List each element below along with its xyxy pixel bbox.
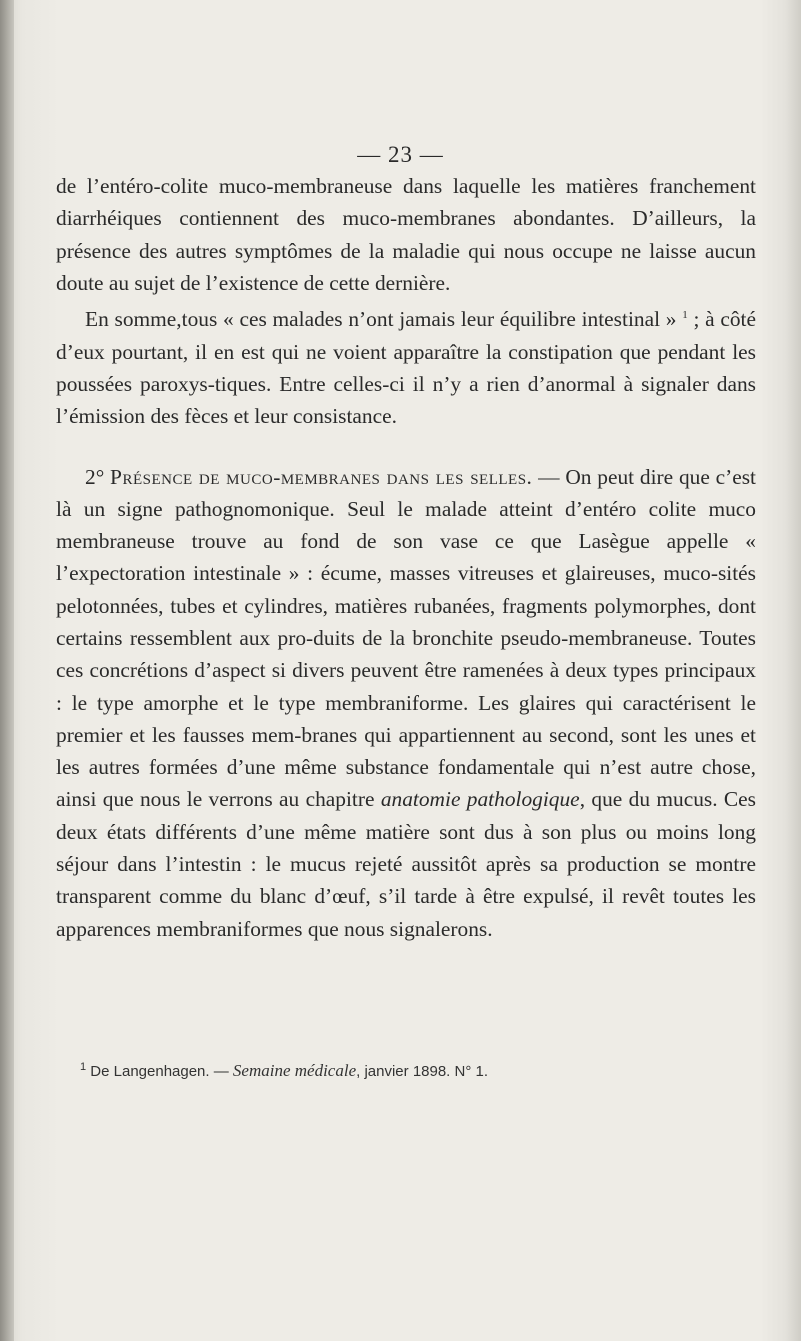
paragraph-1: de l’entéro-colite muco-membraneuse dans laquelle les matières franchement diarrhéiques contiennent des muco-membranes abondantes. D’ailleurs, la présence des autres symptômes de la maladie qui nous occupe ne laisse aucun doute au sujet de l’existence de cette dernière. [56, 174, 756, 295]
section-2-number: 2° [85, 464, 105, 489]
paragraph-2-part-b: ; à côté d’eux pourtant, il en est qui ne voient apparaître la constipation que pendant les poussées paroxys-tiques. Entre celles-ci il n’y a rien d’anormal à signaler dans l’émission des fèces et leur consistance. [56, 307, 756, 429]
footnote-marker: 1 [80, 1061, 87, 1073]
footnote-author: De Langenhagen. — [90, 1063, 233, 1080]
paragraph-2-part-a: En somme,tous « ces malades n’ont jamais leur équilibre intestinal » [85, 307, 677, 332]
footnote-journal: Semaine médicale [232, 1061, 357, 1080]
footnote-rest: , janvier 1898. N° 1. [356, 1063, 489, 1080]
footnote [80, 1061, 760, 1081]
page-gutter-shadow [0, 0, 14, 1341]
section-2-text-b: , que du mucus. Ces deux états différents d’une même matière sont dus à son plus ou moins long séjour dans l’intestin : le mucus rejeté aussitôt après sa production se montre transparent comme du blanc d’œuf, s’il tarde à être expulsé, il revêt toutes les apparences membraniformes que nous signalerons. [56, 787, 757, 941]
section-2-paragraph [56, 461, 756, 945]
section-2-dash: — [532, 464, 566, 489]
footnote-reference: 1 [682, 309, 688, 322]
body-text [56, 170, 756, 945]
paragraph-2 [56, 299, 756, 432]
page-number: — 23 — [357, 142, 444, 167]
section-2-text-a: On peut dire que c’est là un signe pathognomonique. Seul le malade atteint d’entéro colite muco membraneuse trouve au fond de son vase ce que Lasègue appelle « l’expectoration intestinale » : écume, masses vitreuses et glaireuses, muco-sités pelotonnées, tubes et cylindres, matières rubanées, fragments polymorphes, dont certains ressemblent aux pro-duits de la bronchite pseudo-membraneuse. Toutes ces concrétions d’aspect si divers peuvent être ramenées à deux types principaux : le type amorphe et le type membraniforme. Les glaires qui caractérisent le premier et les fausses mem-branes qui appartiennent au second, sont les unes et les autres formées d’une même substance fondamentale qui n’est autre chose, ainsi que nous le verrons au chapitre [56, 464, 756, 812]
section-2-title: Présence de muco-membranes dans les selles. [110, 464, 533, 489]
section-2-italic-term: anatomie pathologique [380, 787, 580, 812]
